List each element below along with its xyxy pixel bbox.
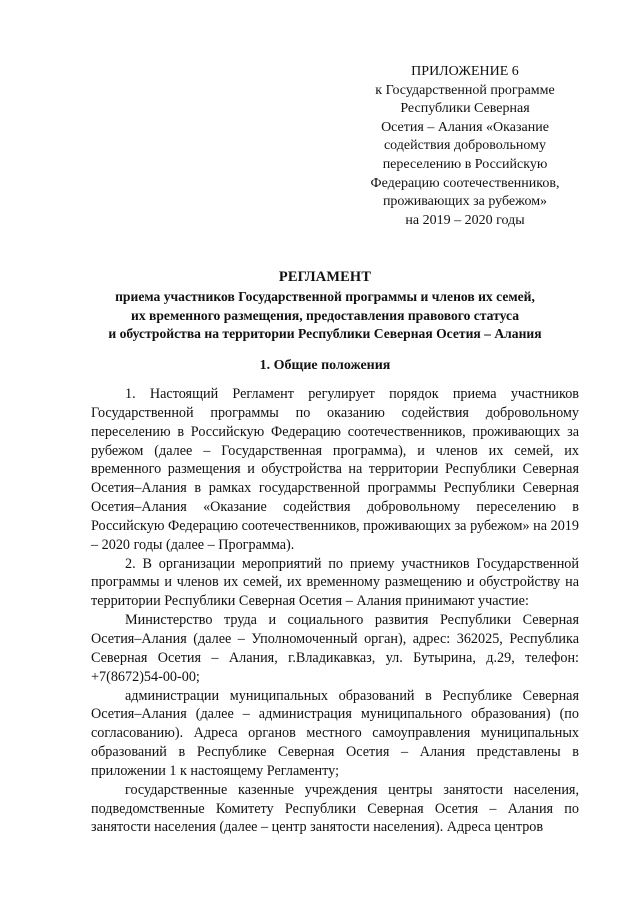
paragraph: администрации муниципальных образований в Республике Северная Осетия–Алания (далее – администрация муниципального образования) (по согласованию). Адреса органов местного самоуправления муниципальных образований в Республике Северная Осетия – Алания представлены в приложении 1 к настоящему Регламенту; — [91, 687, 579, 779]
document-body — [91, 385, 579, 837]
subtitle-line: приема участников Государственной программы и членов их семей, — [115, 289, 535, 304]
paragraph: 1. Настоящий Регламент регулирует порядок приема участников Государственной программы по оказанию содействия добровольному переселению в Российскую Федерацию соотечественников, проживающих за рубежом (далее – Государственная программа), и членов их семей, их временного размещения и обустройства на территории Республики Северная Осетия–Алания в рамках государственной программы Республики Северная Осетия–Алания «Оказание содействия добровольному переселению в Российскую Федерацию соотечественников, проживающих за рубежом» на 2019 – 2020 годы (далее – Программа). — [91, 386, 579, 553]
section-heading: 1. Общие положения — [259, 358, 391, 373]
appendix-line: к Государственной программе — [375, 82, 555, 98]
paragraph: государственные казенные учреждения центры занятости населения, подведомственные Комитету Республики Северная Осетия – Алания по занятости населения (далее – центр занятости населения). Адреса центров — [91, 781, 579, 836]
appendix-line: Федерацию соотечественников, — [370, 175, 560, 191]
subtitle-line: их временного размещения, предоставления правового статуса — [131, 307, 519, 323]
appendix-line: Республики Северная — [400, 101, 530, 117]
appendix-line: на 2019 – 2020 годы — [405, 212, 525, 228]
appendix-line: ПРИЛОЖЕНИЕ 6 — [411, 64, 519, 79]
appendix-line: содействия добровольному — [383, 138, 547, 154]
document-title: РЕГЛАМЕНТ — [278, 269, 372, 285]
appendix-line: проживающих за рубежом» — [382, 194, 548, 210]
appendix-line: переселению в Российскую — [382, 156, 548, 172]
paragraph: 2. В организации мероприятий по приему участников Государственной программы и членов их семей, их временному размещению и обустройству на территории Республики Северная Осетия – Алания принимают участие: — [91, 555, 579, 610]
document-subtitle — [70, 288, 580, 344]
appendix-header — [350, 63, 580, 230]
appendix-line: Осетия – Алания «Оказание — [381, 119, 549, 135]
paragraph: Министерство труда и социального развития Республики Северная Осетия–Алания (далее – Уполномоченный орган), адрес: 362025, Республика Северная Осетия – Алания, г.Владикавказ, ул. Бутырина, д.29, телефон: +7(8672)54-00-00; — [91, 612, 579, 685]
subtitle-line: и обустройства на территории Республики Северная Осетия – Алания — [108, 326, 542, 341]
